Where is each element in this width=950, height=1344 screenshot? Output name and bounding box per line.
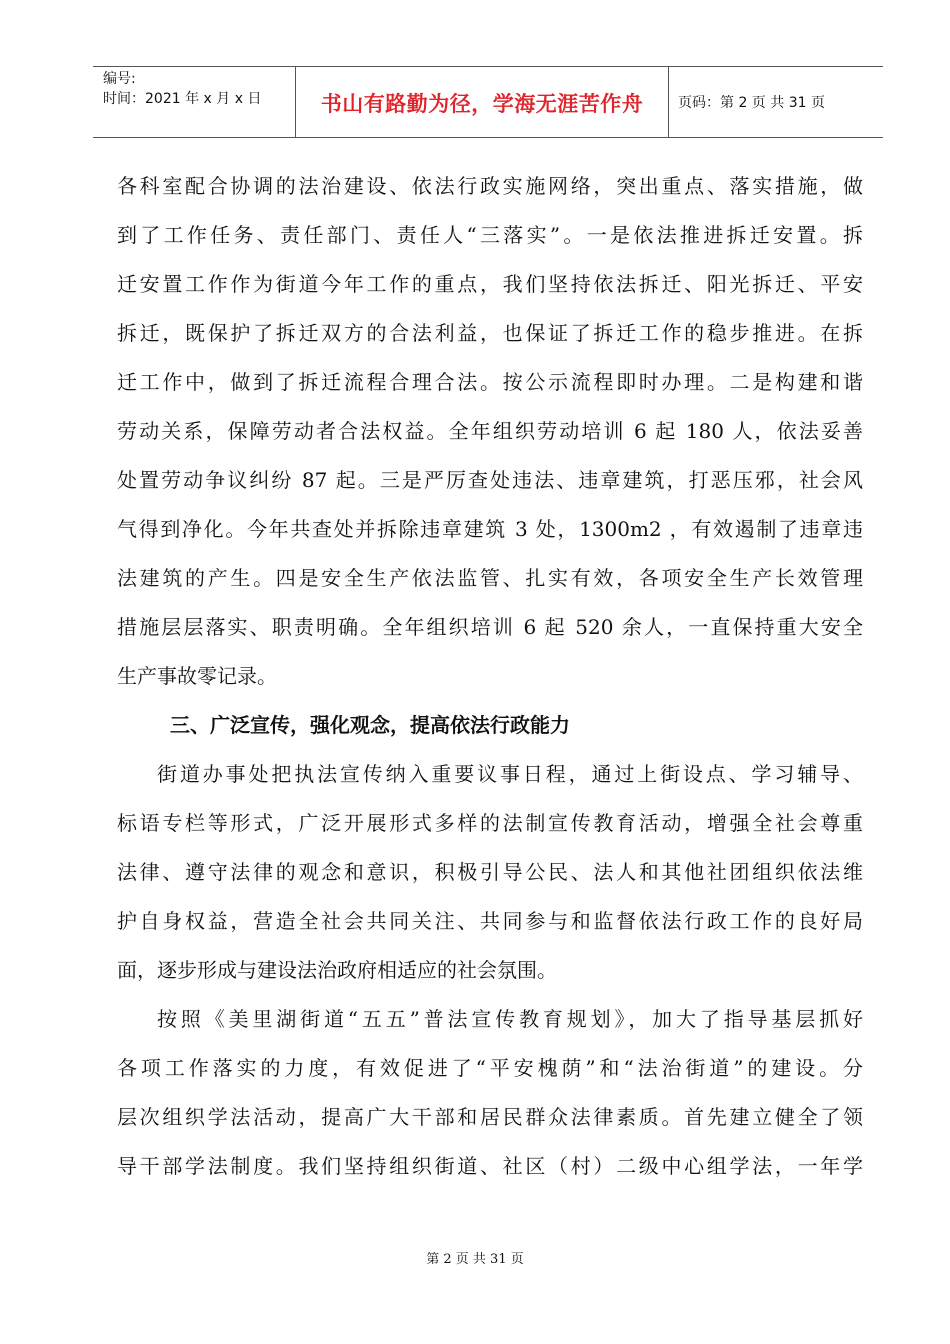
body-line: 法律、遵守法律的观念和意识，积极引导公民、法人和其他社团组织依法维 [117, 860, 863, 884]
body-line: 拆迁，既保护了拆迁双方的合法利益，也保证了拆迁工作的稳步推进。在拆 [117, 321, 863, 345]
document-id-label: 编号: [103, 71, 136, 87]
body-line: 标语专栏等形式，广泛开展形式多样的法制宣传教育活动，增强全社会尊重 [117, 811, 863, 835]
body-line: 迁安置工作作为街道今年工作的重点，我们坚持依法拆迁、阳光拆迁、平安 [117, 272, 863, 296]
body-line: 生产事故零记录。 [117, 664, 277, 688]
document-time-label: 时间：2021 年 x 月 x 日 [103, 91, 262, 107]
body-line: 劳动关系，保障劳动者合法权益。全年组织劳动培训 6 起 180 人，依法妥善 [117, 419, 863, 443]
body-line: 迁工作中，做到了拆迁流程合理合法。按公示流程即时办理。二是构建和谐 [117, 370, 863, 394]
header-page-info: 页码：第 2 页 共 31 页 [678, 95, 825, 111]
header-left-cell [93, 67, 295, 137]
body-line: 护自身权益，营造全社会共同关注、共同参与和监督依法行政工作的良好局 [117, 909, 863, 933]
body-line: 到了工作任务、责任部门、责任人“三落实”。一是依法推进拆迁安置。拆 [117, 223, 863, 247]
header-right-cell [668, 67, 883, 137]
document-header [93, 66, 883, 138]
header-middle-cell [295, 67, 669, 137]
body-line: 法建筑的产生。四是安全生产依法监管、扎实有效，各项安全生产长效管理 [117, 566, 863, 590]
section-heading: 三、广泛宣传，强化观念，提高依法行政能力 [170, 713, 570, 737]
body-line: 层次组织学法活动，提高广大干部和居民群众法律素质。首先建立健全了领 [117, 1105, 863, 1129]
page-footer: 第 2 页 共 31 页 [426, 1252, 524, 1267]
body-line: 各科室配合协调的法治建设、依法行政实施网络，突出重点、落实措施，做 [117, 174, 863, 198]
body-line: 按照《美里湖街道“五五”普法宣传教育规划》，加大了指导基层抓好 [157, 1007, 863, 1031]
header-motto: 书山有路勤为径，学海无涯苦作舟 [320, 92, 644, 116]
body-line: 面，逐步形成与建设法治政府相适应的社会氛围。 [117, 958, 557, 982]
body-line: 措施层层落实、职责明确。全年组织培训 6 起 520 余人，一直保持重大安全 [117, 615, 863, 639]
body-line: 处置劳动争议纠纷 87 起。三是严厉查处违法、违章建筑，打恶压邪，社会风 [117, 468, 863, 492]
body-line: 气得到净化。今年共查处并拆除违章建筑 3 处，1300m2 ，有效遏制了违章违 [117, 517, 863, 541]
document-body [117, 166, 863, 1195]
body-line: 街道办事处把执法宣传纳入重要议事日程，通过上街设点、学习辅导、 [157, 762, 863, 786]
body-line: 各项工作落实的力度，有效促进了“平安槐荫”和“法治街道”的建设。分 [117, 1056, 863, 1080]
body-line: 导干部学法制度。我们坚持组织街道、社区（村）二级中心组学法，一年学 [117, 1154, 863, 1178]
